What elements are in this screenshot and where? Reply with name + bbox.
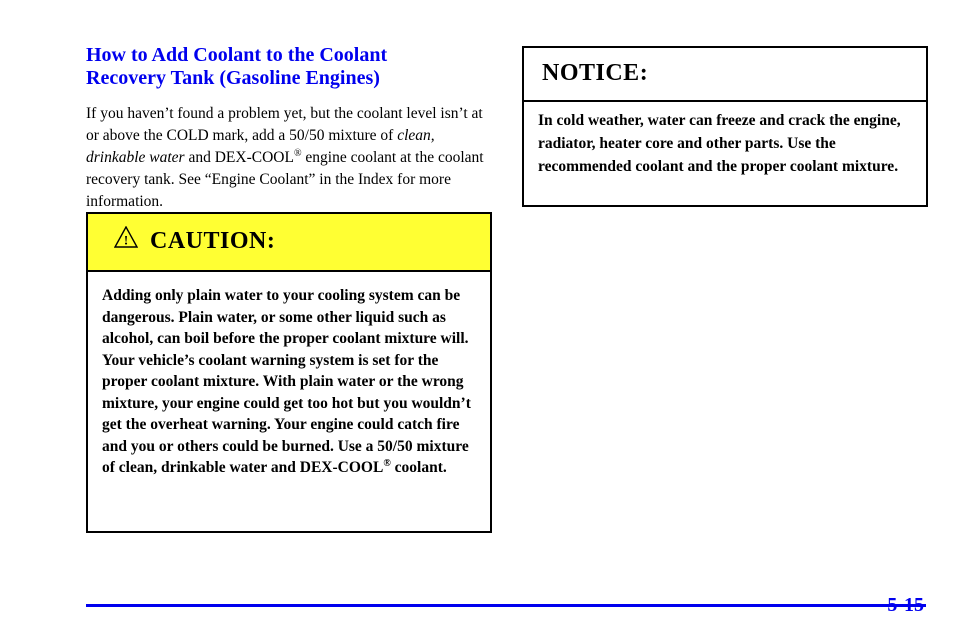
notice-text: In cold weather, water can freeze and crack the engine, radiator, heater core and other parts. Use the recommended coolant and the proper coolant mixture. <box>538 112 901 175</box>
heading-line-2: Recovery Tank (Gasoline Engines) <box>86 67 380 89</box>
left-column <box>86 44 494 213</box>
warning-triangle-icon <box>114 226 138 248</box>
intro-text-b: and DEX-COOL <box>184 149 294 166</box>
intro-paragraph <box>86 103 494 213</box>
intro-emphasis: clean, drinkable water <box>86 127 435 166</box>
footer-rule <box>86 604 926 607</box>
caution-title: CAUTION: <box>150 228 276 254</box>
page-number: 5-15 <box>887 594 924 616</box>
notice-title: NOTICE: <box>542 60 649 86</box>
caution-box <box>86 212 492 533</box>
heading-line-1: How to Add Coolant to the Coolant <box>86 44 388 66</box>
caution-registered-mark: ® <box>383 457 391 469</box>
notice-box <box>522 46 928 207</box>
registered-mark: ® <box>293 147 302 159</box>
intro-text-c: engine coolant at the coolant recovery tank. See “Engine Coolant” in the Index for more information. <box>86 149 484 210</box>
warning-glyph: ! <box>123 232 129 248</box>
caution-header <box>88 214 490 272</box>
caution-text-a: Adding only plain water to your cooling system can be dangerous. Plain water, or some other liquid such as alcohol, can boil before the proper coolant mixture will. Your vehicle’s coolant warning system is set for the proper coolant mixture. With plain water or the wrong mixture, your engine could get too hot but you wouldn’t get the overheat warning. Your engine could catch fire and you or others could be burned. Use a 50/50 mixture of clean, drinkable water and DEX-COOL <box>102 287 471 476</box>
section-heading <box>86 44 494 90</box>
notice-header <box>524 48 926 102</box>
intro-text-a: If you haven’t found a problem yet, but the coolant level isn’t at or above the COLD mark, add a 50/50 mixture of <box>86 105 483 144</box>
caution-text-b: coolant. <box>390 459 447 476</box>
caution-text <box>88 272 490 479</box>
